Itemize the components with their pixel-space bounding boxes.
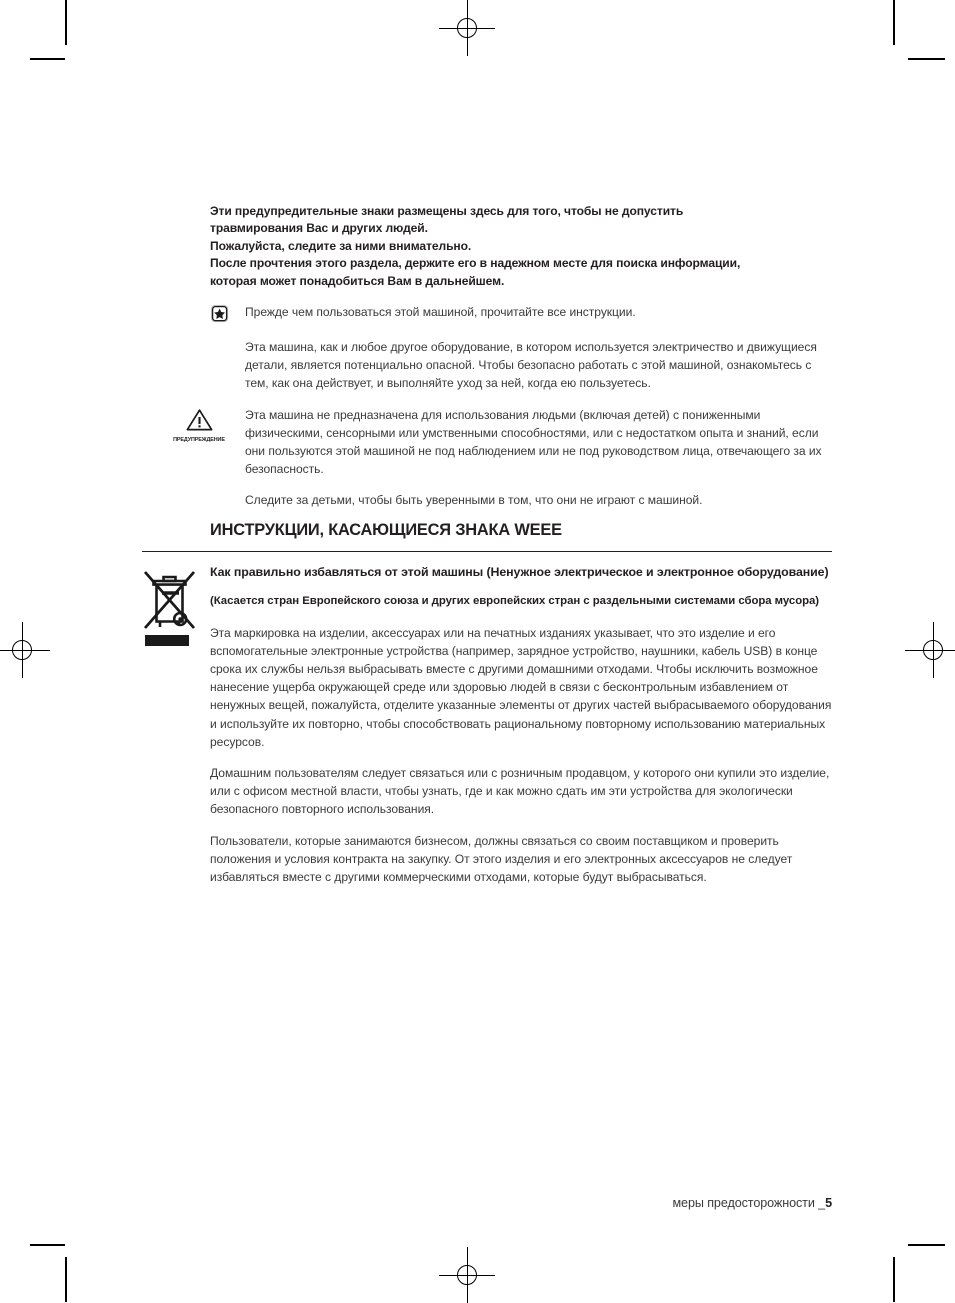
safety-intro-block [173,203,832,523]
machine-danger-paragraph: Эта машина, как и любое другое оборудование, в котором используется электричество и движущиеся детали, является потенциально опасной. Чтобы безопасно работать с этой машиной, ознакомьтесь с тем, как она действует, и выполняйте уход за ней, когда ею пользуетесь. [245,340,817,391]
weee-section-heading [210,519,832,541]
footer-section-label: меры предосторожности _ [672,1196,826,1210]
intro-line-2: травмирования Вас и других людей. [210,221,428,236]
weee-heading-text: ИНСТРУКЦИИ, КАСАЮЩИЕСЯ ЗНАКА WEEE [210,521,562,539]
star-icon [210,304,229,323]
warning-label: ПРЕДУПРЕЖДЕНИЕ [173,436,225,443]
warning-triangle-icon [186,419,213,436]
intro-line-1: Эти предупредительные знаки размещены здесь для того, чтобы не допустить [210,204,684,218]
read-instructions-text: Прежде чем пользоваться этой машиной, прочитайте все инструкции. [245,305,636,320]
weee-subheading: Как правильно избавляться от этой машины (Ненужное электрическое и электронное оборудование) [210,565,829,579]
page-footer [672,1196,832,1210]
children-supervision-paragraph: Следите за детьми, чтобы быть уверенными в том, что они не играют с машиной. [245,493,703,508]
weee-content [210,563,832,899]
weee-crossed-bin-icon [142,566,202,652]
read-instructions-note [210,303,832,325]
warning-icon-group [162,408,236,444]
warning-text: Эта машина не предназначена для использования людьми (включая детей) с пониженными физическими, сенсорными или умственными способностями, или с недостатком опыта и знаний, если они пользуются этой машиной не под наблюдением или не под руководством лица, отвечающего за их безопасность. [245,407,822,477]
footer-page-number: 5 [825,1196,832,1210]
warning-block [173,406,832,479]
intro-line-3: Пожалуйста, следите за ними внимательно. [210,238,472,253]
weee-paragraph-2: Домашним пользователям следует связаться или с розничным продавцом, у которого они купили это изделие, или с офисом местной власти, чтобы узнать, где и как можно сдать им эти устройства для экологически безопасного повторного использования. [210,765,830,817]
weee-paragraph-3: Пользователи, которые занимаются бизнесом, должны связаться со своим поставщиком и проверить положения и условия контракта на закупку. От этого изделия и его электронных аксессуаров не следует избавляться вместе с другими коммерческими отходами, которые будут выбрасываться. [210,833,793,884]
weee-subheading-scope: (Касается стран Европейского союза и других европейских стран с раздельными системами сбора мусора) [210,595,820,607]
intro-line-4: После прочтения этого раздела, держите его в надежном месте для поиска информации, [210,256,741,271]
weee-paragraph-1: Эта маркировка на изделии, аксессуарах или на печатных изданиях указывает, что это изделие и его вспомогательные электронные устройства (например, зарядное устройство, наушники, кабель USB) в конце срока их службы нельзя выбрасывать вместе с другими домашними отходами. Чтобы исключить возможное нанесение ущерба окружающей среде или здоровью людей в связи с бесконтрольным избавлением от ненужных вещей, пожалуйста, отделите указанные элементы от других частей выбрасываемого оборудования и используйте их повторно, чтобы способствовать рациональному повторному использованию материальных ресурсов. [210,625,832,749]
safety-intro-paragraph [210,203,832,290]
intro-line-5: которая может понадобиться Вам в дальнейшем. [210,273,505,288]
section-divider-rule [142,551,832,552]
